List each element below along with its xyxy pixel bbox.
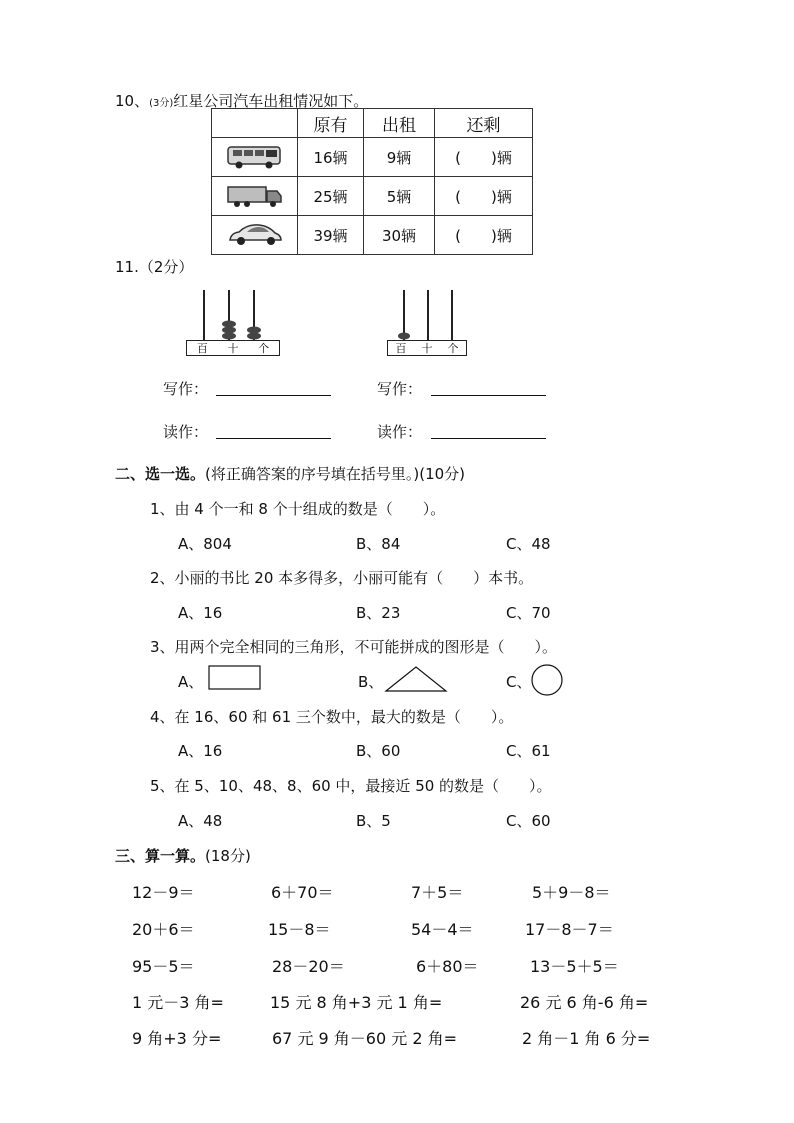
answer-line[interactable] — [216, 395, 331, 396]
table-cell: ( )辆 — [435, 216, 533, 255]
option-b: B、 — [358, 673, 384, 691]
triangle-shape-icon — [384, 665, 448, 693]
option-a: A、804 — [178, 535, 232, 553]
table-cell: 16辆 — [298, 138, 364, 177]
equation: 26 元 6 角-6 角= — [520, 993, 649, 1012]
option-a: A、16 — [178, 742, 223, 760]
abacus-rods — [186, 290, 280, 340]
option-c: C、48 — [506, 535, 551, 553]
table-cell: 39辆 — [298, 216, 364, 255]
question-text: 2、小丽的书比 20 本多得多，小丽可能有（ ）本书。 — [150, 569, 534, 587]
table-header-cell: 原有 — [298, 109, 364, 138]
read-label: 读作： — [163, 423, 209, 441]
answer-line[interactable] — [431, 438, 546, 439]
equation: 15 元 8 角+3 元 1 角= — [270, 993, 443, 1012]
table-header-cell: 出租 — [364, 109, 435, 138]
q10-points: (3分) — [149, 98, 174, 109]
option-b: B、84 — [356, 535, 401, 553]
equation: 1 元－3 角= — [132, 993, 224, 1012]
equation: 7＋5＝ — [411, 883, 464, 902]
q10-number: 10、 — [115, 92, 150, 110]
option-a: A、 — [178, 673, 204, 691]
table-cell: ( )辆 — [435, 177, 533, 216]
abacus-label-tens: 十 — [227, 342, 239, 355]
abacus-label-hundreds: 百 — [196, 342, 208, 355]
section3-title: 三、算一算。 — [115, 847, 206, 865]
write-label: 写作： — [377, 380, 423, 398]
equation: 6＋80＝ — [416, 957, 479, 976]
question-text: 3、用两个完全相同的三角形，不可能拼成的图形是（ ）。 — [150, 638, 558, 656]
abacus-2 — [387, 290, 467, 356]
table-row — [212, 216, 533, 255]
abacus-base — [186, 340, 280, 356]
option-a: A、16 — [178, 604, 223, 622]
read-label: 读作： — [377, 423, 423, 441]
rectangle-shape-icon — [208, 665, 262, 691]
question-text: 5、在 5、10、48、8、60 中，最接近 50 的数是（ ）。 — [150, 777, 552, 795]
abacus-label-tens: 十 — [421, 342, 433, 355]
vehicle-cell — [212, 216, 298, 255]
answer-line[interactable] — [216, 438, 331, 439]
equation: 95－5＝ — [132, 957, 195, 976]
equation: 17－8－7＝ — [525, 920, 614, 939]
abacus-label-ones: 个 — [258, 342, 270, 355]
section2-title: 二、选一选。 — [115, 465, 206, 483]
equation: 15－8＝ — [268, 920, 331, 939]
equation: 13－5＋5＝ — [530, 957, 619, 976]
abacus-label-ones: 个 — [447, 342, 459, 355]
table-header-cell — [212, 109, 298, 138]
equation: 2 角－1 角 6 分= — [522, 1029, 651, 1048]
equation: 5＋9－8＝ — [532, 883, 611, 902]
rental-table — [211, 108, 533, 255]
bus-icon — [225, 143, 285, 171]
abacus-base — [387, 340, 467, 356]
option-c: C、 — [506, 673, 532, 691]
equation: 9 角+3 分= — [132, 1029, 222, 1048]
table-cell: 9辆 — [364, 138, 435, 177]
question-text: 1、由 4 个一和 8 个十组成的数是（ ）。 — [150, 500, 446, 518]
option-b: B、60 — [356, 742, 401, 760]
vehicle-cell — [212, 177, 298, 216]
car-icon — [225, 221, 285, 249]
option-c: C、70 — [506, 604, 551, 622]
truck-icon — [225, 182, 285, 210]
table-header-cell: 还剩 — [435, 109, 533, 138]
option-b: B、23 — [356, 604, 401, 622]
abacus-1 — [186, 290, 280, 356]
equation: 12－9＝ — [132, 883, 195, 902]
option-c: C、60 — [506, 812, 551, 830]
table-cell: 30辆 — [364, 216, 435, 255]
table-cell: 25辆 — [298, 177, 364, 216]
write-label: 写作： — [163, 380, 209, 398]
q11-title: 11.（2分） — [115, 258, 194, 276]
equation: 28－20＝ — [272, 957, 345, 976]
q10-text: 红星公司汽车出租情况如下。 — [173, 92, 369, 110]
question-text: 4、在 16、60 和 61 三个数中，最大的数是（ ）。 — [150, 708, 514, 726]
equation: 6＋70＝ — [271, 883, 334, 902]
equation: 54－4＝ — [411, 920, 474, 939]
answer-line[interactable] — [431, 395, 546, 396]
option-c: C、61 — [506, 742, 551, 760]
table-header-row — [212, 109, 533, 138]
section2-note: (将正确答案的序号填在括号里。)(10分) — [205, 465, 466, 483]
section3-points: (18分) — [205, 847, 251, 865]
vehicle-cell — [212, 138, 298, 177]
equation: 67 元 9 角－60 元 2 角= — [272, 1029, 458, 1048]
table-cell: ( )辆 — [435, 138, 533, 177]
abacus-rods — [387, 290, 467, 340]
section2-heading — [115, 463, 465, 484]
circle-shape-icon — [530, 664, 564, 696]
table-cell: 5辆 — [364, 177, 435, 216]
equation: 20＋6＝ — [132, 920, 195, 939]
table-row — [212, 177, 533, 216]
option-a: A、48 — [178, 812, 223, 830]
abacus-label-hundreds: 百 — [395, 342, 407, 355]
table-row — [212, 138, 533, 177]
option-b: B、5 — [356, 812, 391, 830]
section3-heading — [115, 845, 251, 866]
